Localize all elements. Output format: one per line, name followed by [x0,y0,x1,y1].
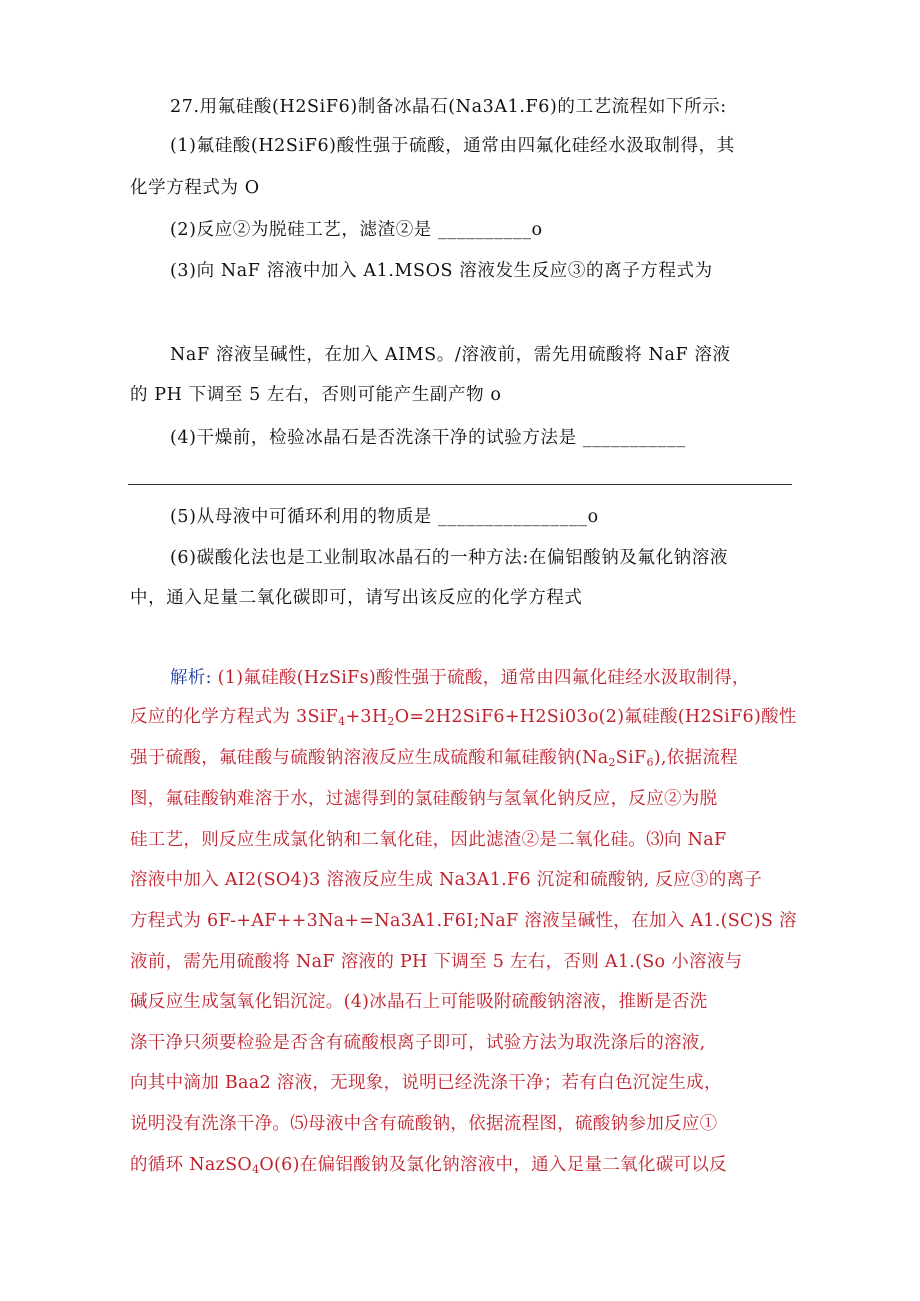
question-6-line-1: (6)碳酸化法也是工业制取冰晶石的一种方法:在偏铝酸钠及氟化钠溶液 [170,548,728,568]
question-1-line-2: 化学方程式为 O [130,178,260,198]
question-6-line-2: 中，通入足量二氧化碳即可，请写出该反应的化学方程式 [130,588,583,608]
answer-line-divider [128,484,792,485]
analysis-line-3 [130,744,738,769]
subscript: 2 [608,756,616,769]
analysis-text: +3H [345,707,388,727]
analysis-line-12: 说明没有洗涤干净。⑸母液中含有硫酸钠，依据流程图，硫酸钠参加反应① [130,1114,718,1134]
analysis-text: 强于硫酸，氟硅酸与硫酸钠溶液反应生成硫酸和氟硅酸钠(Na [130,748,609,768]
analysis-text: ),依据流程 [653,748,738,768]
analysis-line-9: 碱反应生成氢氧化铝沉淀。(4)冰晶石上可能吸附硫酸钠溶液，推断是否洗 [130,992,708,1012]
subscript: 4 [252,1163,260,1176]
question-3-line-1: (3)向 NaF 溶液中加入 A1.MSOS 溶液发生反应③的离子方程式为 [170,261,713,281]
subscript: 4 [338,715,346,728]
question-2: (2)反应②为脱硅工艺，滤渣②是 __________o [170,220,543,240]
subscript: 6 [646,756,654,769]
analysis-line-11: 向其中滴加 Baa2 溶液，无现象，说明已经洗涤干净；若有白色沉淀生成， [130,1073,722,1093]
analysis-label: 解析: [170,668,212,688]
analysis-text: 的循环 NazSO [130,1155,253,1175]
analysis-line-4: 图，氟硅酸钠难溶于水，过滤得到的氯硅酸钠与氢氧化钠反应，反应②为脱 [130,789,718,809]
analysis-text: SiF [615,748,647,768]
analysis-text: (1)氟硅酸(HzSiFs)酸性强于硫酸，通常由四氟化硅经水汲取制得， [217,668,750,688]
analysis-text: 反应的化学方程式为 3SiF [130,707,339,727]
analysis-line-13 [130,1151,727,1176]
analysis-line-1 [170,664,750,689]
analysis-line-6: 溶液中加入 AI2(SO4)3 溶液反应生成 Na3A1.F6 沉淀和硫酸钠, 反应③的离子 [130,870,763,890]
question-4: (4)干燥前，检验冰晶石是否洗涤干净的试验方法是 ___________ [170,428,686,448]
analysis-line-5: 硅工艺，则反应生成氯化钠和二氧化硅，因此滤渣②是二氧化硅。⑶向 NaF [130,830,727,850]
analysis-line-2 [130,703,797,728]
question-5: (5)从母液中可循环利用的物质是 ________________o [170,507,599,527]
question-1-line-1: (1)氟硅酸(H2SiF6)酸性强于硫酸，通常由四氟化硅经水汲取制得，其 [170,136,735,156]
analysis-line-7: 方程式为 6F-+AF++3Na+=Na3A1.F6I;NaF 溶液呈碱性，在加入 A1.(SC)S 溶 [130,911,797,931]
analysis-text: O(6)在偏铝酸钠及氯化钠溶液中，通入足量二氧化碳可以反 [259,1155,727,1175]
subscript: 2 [387,715,395,728]
question-intro: 27.用氟硅酸(H2SiF6)制备冰晶石(Na3A1.F6)的工艺流程如下所示: [170,97,727,117]
analysis-line-8: 液前，需先用硫酸将 NaF 溶液的 PH 下调至 5 左右，否则 A1.(So 小溶液与 [130,952,743,972]
question-3-line-2: NaF 溶液呈碱性，在加入 AIMS。/溶液前，需先用硫酸将 NaF 溶液 [170,345,731,365]
analysis-line-10: 涤干净只须要检验是否含有硫酸根离子即可，试验方法为取洗涤后的溶液, [130,1033,706,1053]
analysis-text: O=2H2SiF6+H2Si03o(2)氟硅酸(H2SiF6)酸性 [394,707,797,727]
question-3-line-3: 的 PH 下调至 5 左右，否则可能产生副产物 o [130,385,502,405]
